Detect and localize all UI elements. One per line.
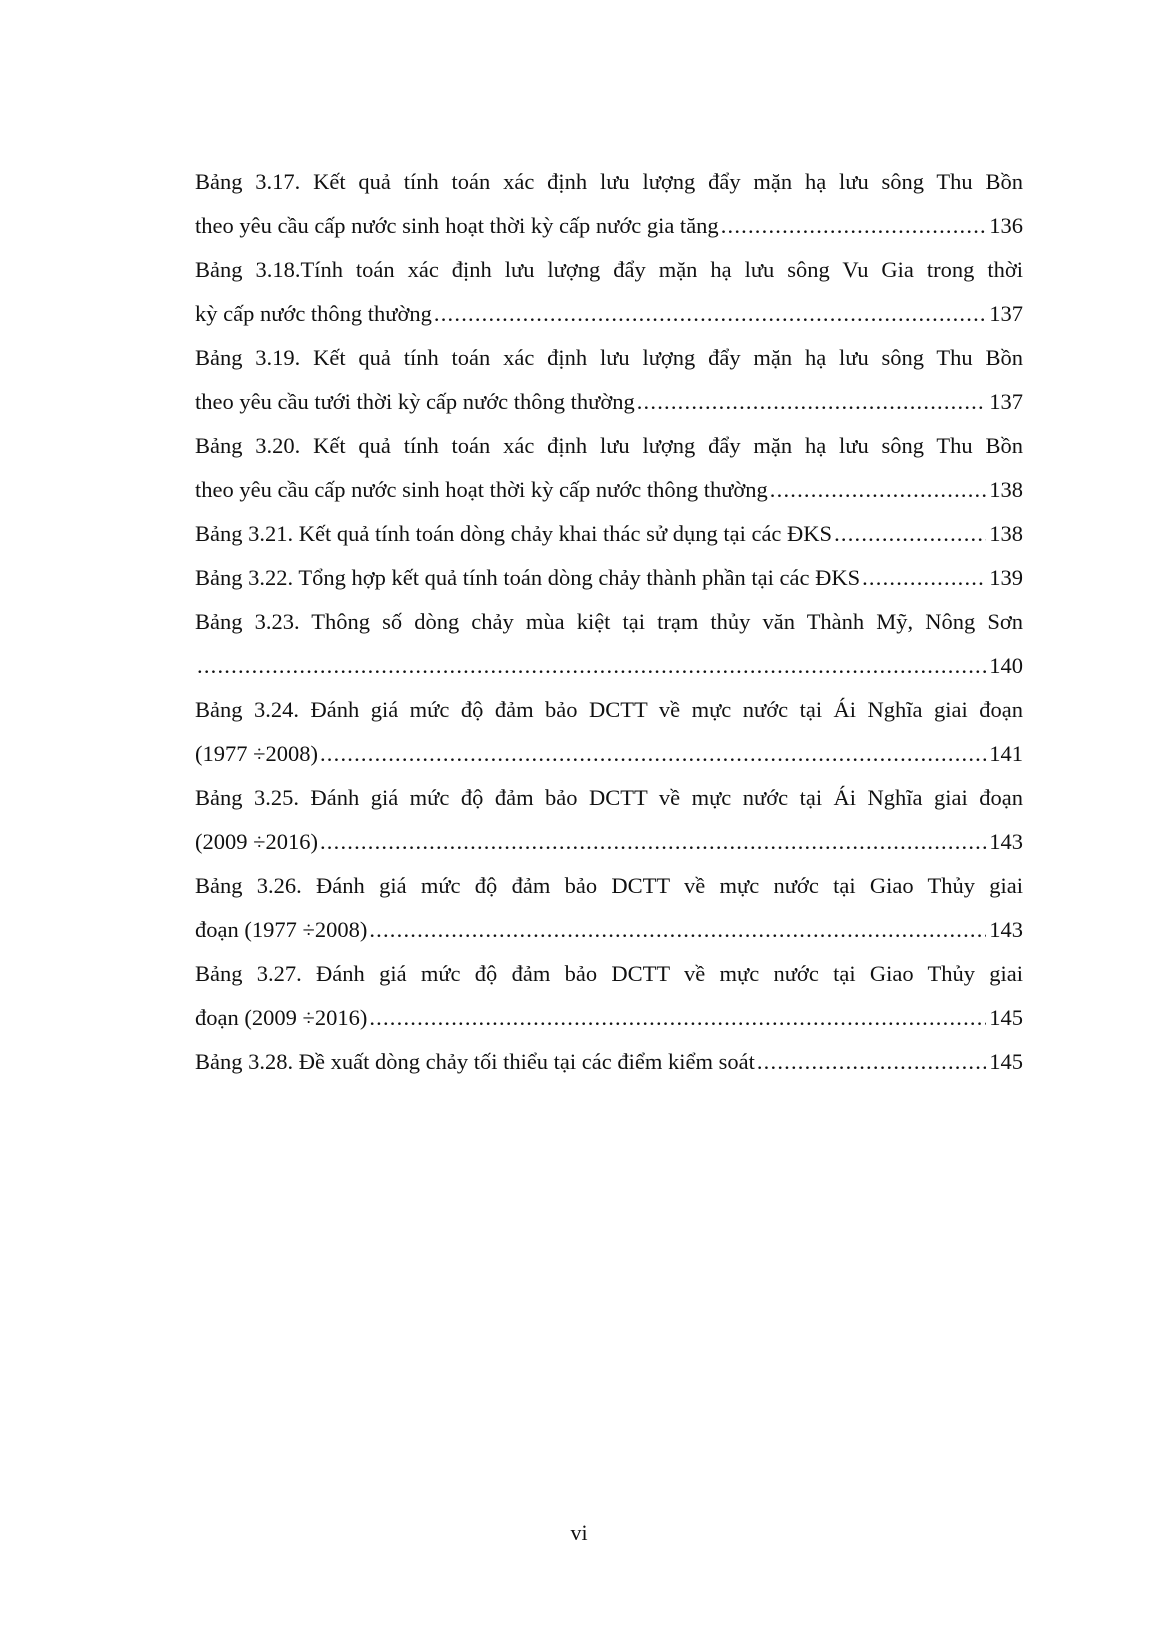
toc-entry-title: Bảng 3.25. Đánh giá mức độ đảm bảo DCTT về mực nước tại Ái Nghĩa giai đoạn bbox=[195, 785, 1023, 810]
dot-leader bbox=[320, 820, 986, 864]
toc-entry-title: Bảng 3.28. Đề xuất dòng chảy tối thiểu tại các điểm kiểm soát bbox=[195, 1049, 755, 1074]
toc-entry-title-continued: đoạn (1977 ÷2008) bbox=[195, 917, 368, 942]
toc-entry-title-continued: theo yêu cầu cấp nước sinh hoạt thời kỳ cấp nước thông thường bbox=[195, 477, 768, 502]
dot-leader bbox=[369, 908, 986, 952]
toc-entry-title: Bảng 3.22. Tổng hợp kết quả tính toán dòng chảy thành phần tại các ĐKS bbox=[195, 565, 861, 590]
toc-entry-title: Bảng 3.26. Đánh giá mức độ đảm bảo DCTT về mực nước tại Giao Thủy giai bbox=[195, 873, 1023, 898]
toc-entry-page: 137 bbox=[989, 301, 1023, 326]
toc-entry-title: Bảng 3.19. Kết quả tính toán xác định lưu lượng đẩy mặn hạ lưu sông Thu Bồn bbox=[195, 345, 1023, 370]
toc-entry-page: 136 bbox=[989, 213, 1023, 238]
toc-entry-3-18[interactable] bbox=[195, 248, 1023, 336]
dot-leader bbox=[770, 468, 986, 512]
toc-entry-page: 138 bbox=[989, 477, 1023, 502]
dot-leader bbox=[637, 380, 987, 424]
toc-entry-page: 145 bbox=[989, 1005, 1023, 1030]
toc-entry-title-continued: (1977 ÷2008) bbox=[195, 741, 318, 766]
toc-entry-page: 143 bbox=[989, 917, 1023, 942]
toc-entry-3-25[interactable] bbox=[195, 776, 1023, 864]
toc-entry-title-continued: theo yêu cầu tưới thời kỳ cấp nước thông thường bbox=[195, 389, 635, 414]
table-of-tables bbox=[195, 160, 1023, 1084]
toc-entry-page: 140 bbox=[989, 653, 1023, 678]
toc-entry-3-27[interactable] bbox=[195, 952, 1023, 1040]
toc-entry-3-23[interactable] bbox=[195, 600, 1023, 688]
toc-entry-title: Bảng 3.23. Thông số dòng chảy mùa kiệt tại trạm thủy văn Thành Mỹ, Nông Sơn bbox=[195, 609, 1023, 634]
toc-entry-page: 145 bbox=[989, 1049, 1023, 1074]
dot-leader bbox=[721, 204, 987, 248]
dot-leader bbox=[757, 1040, 986, 1084]
dot-leader bbox=[834, 512, 986, 556]
toc-entry-title: Bảng 3.27. Đánh giá mức độ đảm bảo DCTT về mực nước tại Giao Thủy giai bbox=[195, 961, 1023, 986]
toc-entry-page: 143 bbox=[989, 829, 1023, 854]
toc-entry-page: 141 bbox=[989, 741, 1023, 766]
toc-entry-3-24[interactable] bbox=[195, 688, 1023, 776]
toc-entry-3-22[interactable] bbox=[195, 556, 1023, 600]
toc-entry-3-20[interactable] bbox=[195, 424, 1023, 512]
toc-entry-page: 137 bbox=[989, 389, 1023, 414]
dot-leader bbox=[369, 996, 986, 1040]
dot-leader bbox=[862, 556, 986, 600]
toc-entry-title-continued: đoạn (2009 ÷2016) bbox=[195, 1005, 368, 1030]
toc-entry-3-28[interactable] bbox=[195, 1040, 1023, 1084]
dot-leader bbox=[434, 292, 986, 336]
toc-entry-page: 139 bbox=[989, 565, 1023, 590]
toc-entry-page: 138 bbox=[989, 521, 1023, 546]
toc-entry-3-26[interactable] bbox=[195, 864, 1023, 952]
toc-entry-3-17[interactable] bbox=[195, 160, 1023, 248]
dot-leader bbox=[197, 644, 986, 688]
toc-entry-title: Bảng 3.17. Kết quả tính toán xác định lưu lượng đẩy mặn hạ lưu sông Thu Bồn bbox=[195, 169, 1023, 194]
toc-entry-3-21[interactable] bbox=[195, 512, 1023, 556]
toc-entry-title-continued: (2009 ÷2016) bbox=[195, 829, 318, 854]
toc-entry-3-19[interactable] bbox=[195, 336, 1023, 424]
page-number: vi bbox=[570, 1520, 588, 1545]
toc-entry-title: Bảng 3.20. Kết quả tính toán xác định lưu lượng đẩy mặn hạ lưu sông Thu Bồn bbox=[195, 433, 1023, 458]
toc-entry-title: Bảng 3.18.Tính toán xác định lưu lượng đẩy mặn hạ lưu sông Vu Gia trong thời bbox=[195, 257, 1023, 282]
dot-leader bbox=[320, 732, 986, 776]
toc-entry-title-continued: kỳ cấp nước thông thường bbox=[195, 301, 432, 326]
toc-entry-title-continued: theo yêu cầu cấp nước sinh hoạt thời kỳ cấp nước gia tăng bbox=[195, 213, 719, 238]
toc-entry-title: Bảng 3.24. Đánh giá mức độ đảm bảo DCTT về mực nước tại Ái Nghĩa giai đoạn bbox=[195, 697, 1023, 722]
toc-entry-title: Bảng 3.21. Kết quả tính toán dòng chảy khai thác sử dụng tại các ĐKS bbox=[195, 521, 833, 546]
